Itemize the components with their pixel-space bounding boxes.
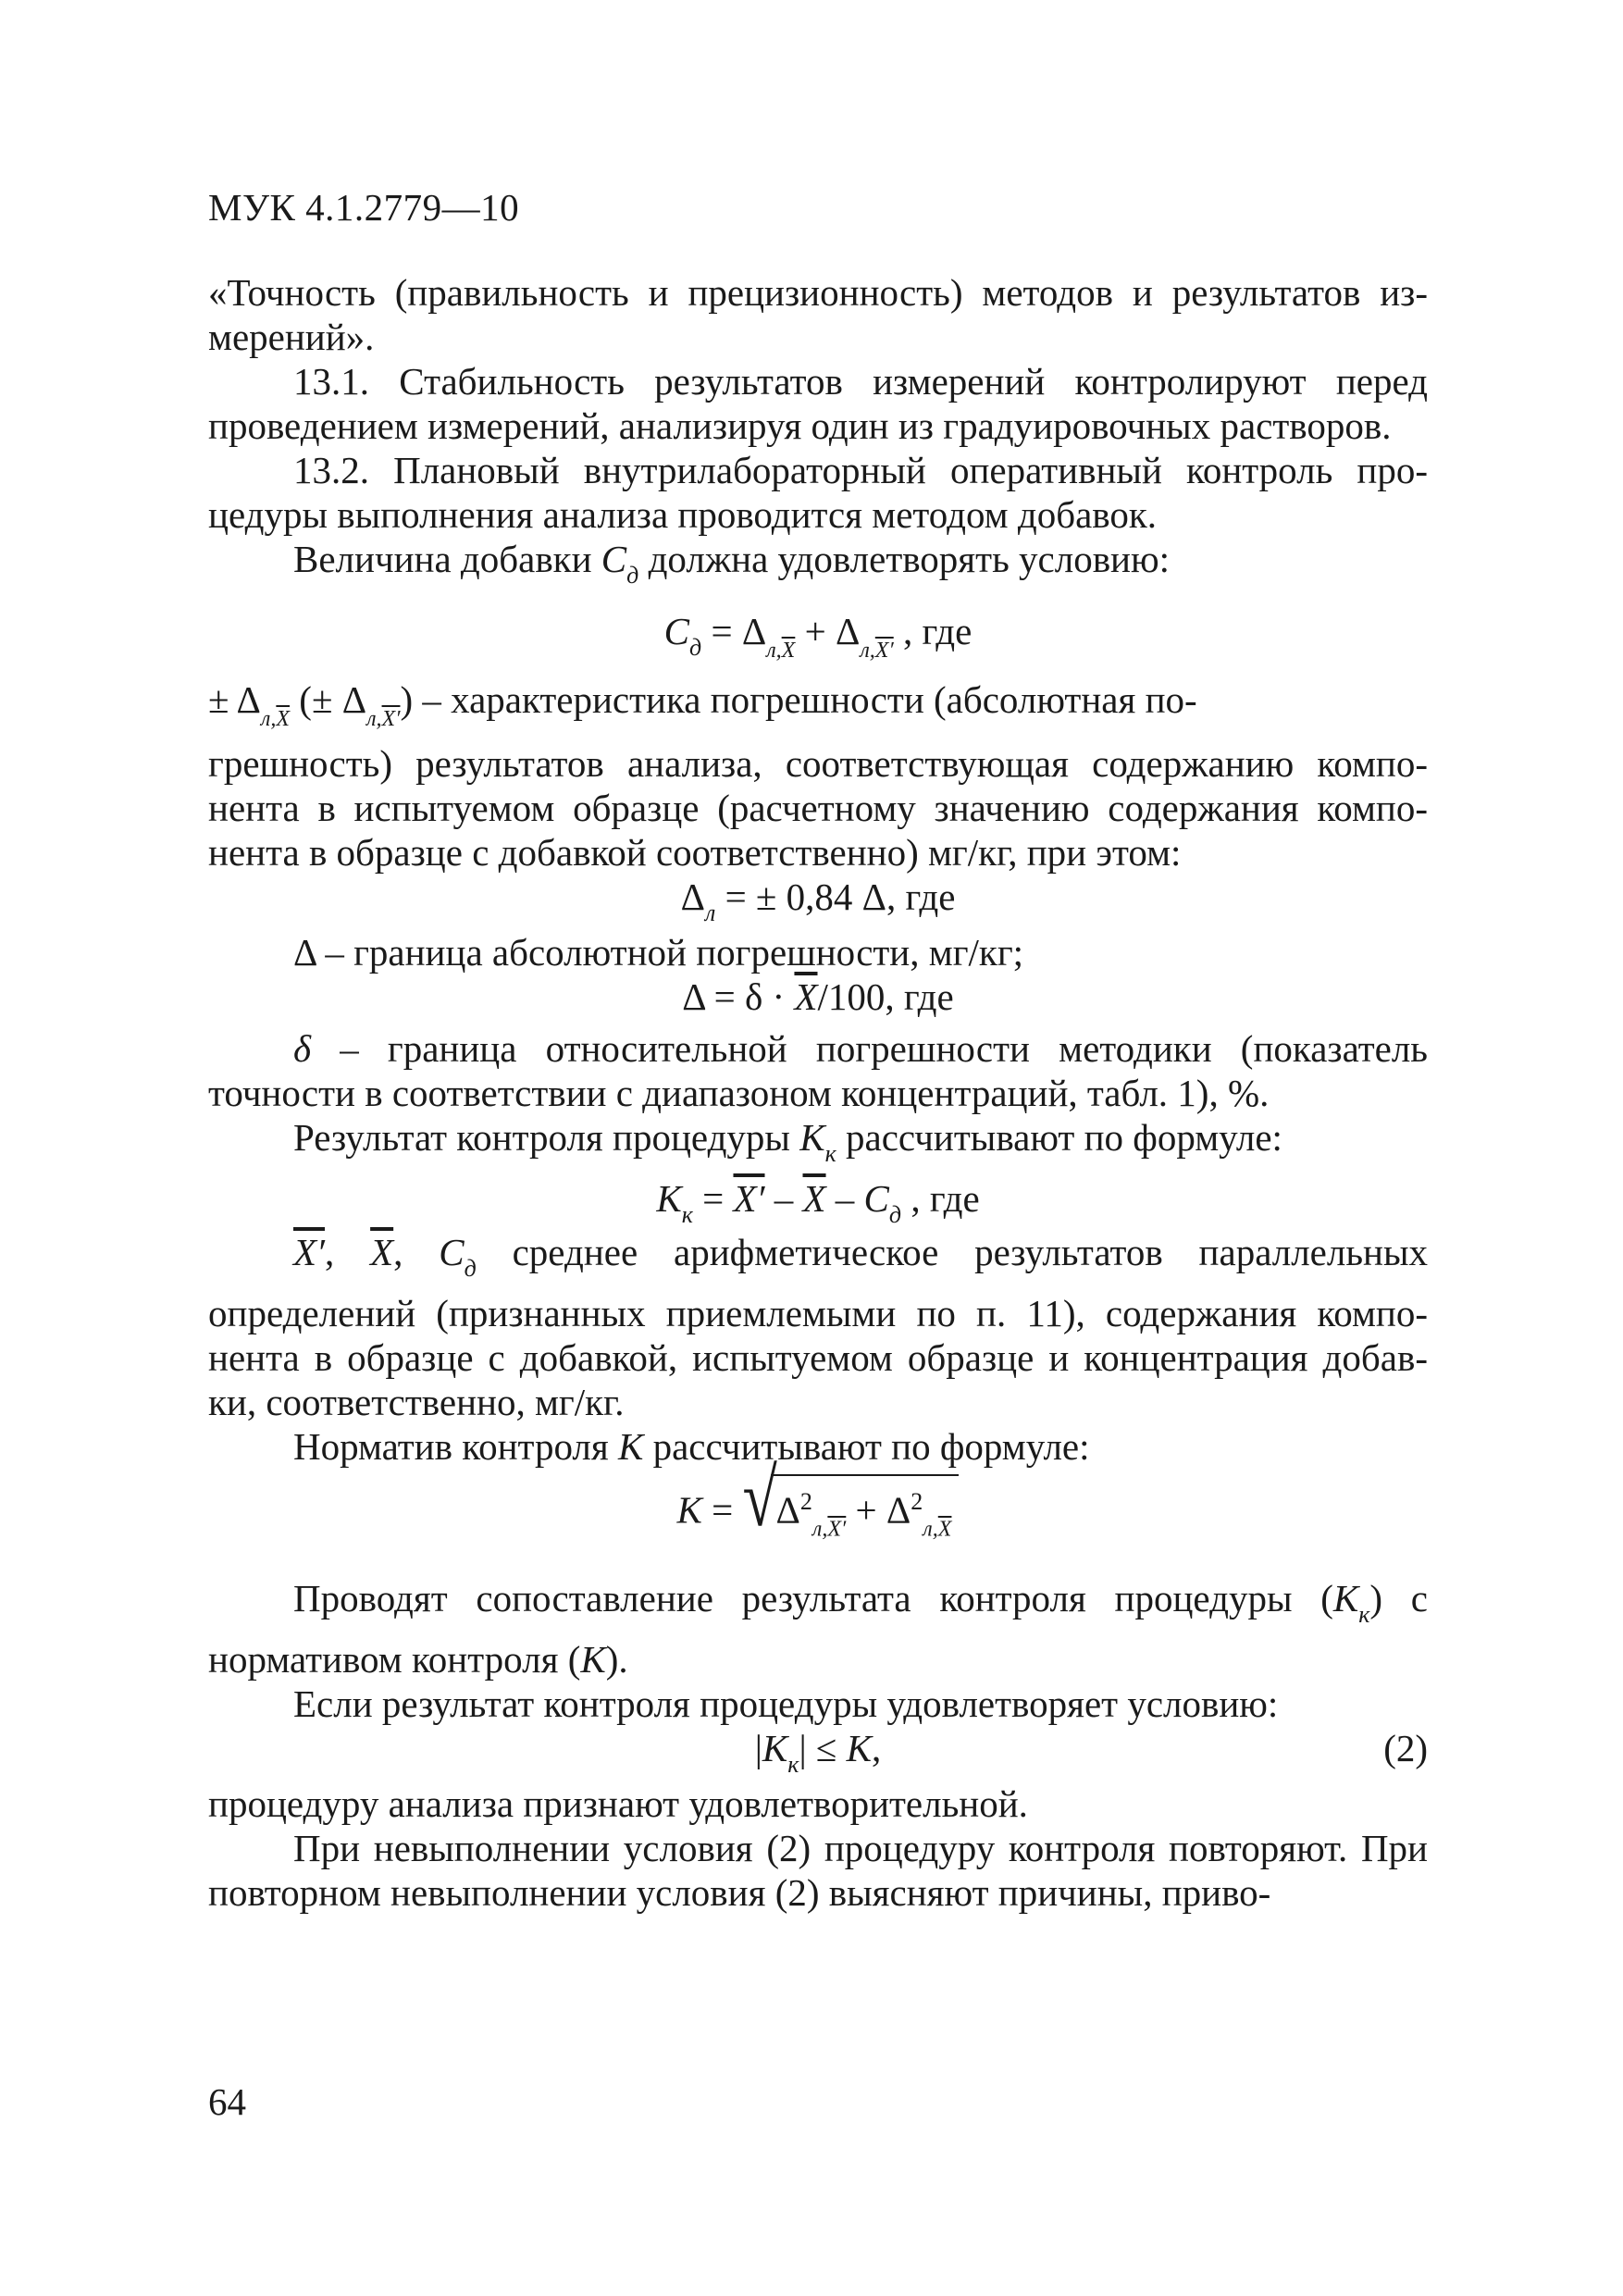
paragraph-comparison: Проводят сопоставление результата контроля процедуры $(K_к)$ с нормативом контроля (K). bbox=[208, 1577, 1428, 1681]
paragraph-additive-value: Величина добавки $C_д$ должна удовлетворять условию: bbox=[293, 538, 1171, 589]
formula-delta-l: $\Delta_л$ = ± 0,84 Δ, где bbox=[680, 875, 956, 926]
formula-k-norm: K = √ $\Delta^2_{л,X'} + \Delta^2_{л,\overline{X}}$ bbox=[208, 1469, 1428, 1576]
paragraph-satisfactory: процедуру анализа признают удовлетворительной. bbox=[208, 1782, 1028, 1825]
paragraph-delta-definition: Δ – граница абсолютной погрешности, мг/кг; bbox=[293, 931, 1024, 974]
paragraph-control-norm: Норматив контроля K рассчитывают по формуле: bbox=[293, 1425, 1090, 1468]
paragraph-condition: Если результат контроля процедуры удовлетворяет условию: bbox=[293, 1682, 1279, 1725]
symbol-c: C bbox=[601, 538, 627, 580]
square-root: √ $\Delta^2_{л,X'} + \Delta^2_{л,\overline{X}}$ bbox=[743, 1474, 960, 1552]
formula-delta: $\Delta = \delta \cdot \overline{X}/100$, где bbox=[682, 975, 954, 1018]
paragraph-error-continuation: грешность) результатов анализа, соответствующая содержанию компо-нента в испытуемом образце (расчетному значению содержания компо-нента в образце с добавкой соответственно) мг/кг, при этом: bbox=[208, 742, 1428, 874]
formula-additive: $C_д = \Delta_{л,\overline{X}} + \Delta_{л,X'}$ , где bbox=[663, 610, 973, 663]
formula-kk: $K_к = X' - \overline{X} - C_д$ , где bbox=[656, 1177, 980, 1228]
paragraph-relative-error: δ – граница относительной погрешности методики (показатель точности в соответствии с диапазоном концентраций, табл. 1), %. bbox=[208, 1027, 1428, 1114]
symbol-d-sub: д bbox=[626, 562, 639, 589]
paragraph-repeat: При невыполнении условия (2) процедуру контроля повторяют. При повторном невыполнении условия (2) выясняют причины, приво- bbox=[208, 1827, 1428, 1914]
equation-number: (2) bbox=[1383, 1727, 1428, 1769]
page-number: 64 bbox=[208, 2080, 246, 2123]
radical-sign-icon: √ bbox=[742, 1451, 777, 1544]
paragraph-13-1: 13.1. Стабильность результатов измерений контролируют перед проведением измерений, анализируя один из градуировочных растворов. bbox=[208, 360, 1428, 447]
body-text bbox=[208, 270, 1428, 1915]
paragraph-control-result: Результат контроля процедуры $K_к$ рассчитывают по формуле: bbox=[293, 1116, 1282, 1167]
document-code-header: МУК 4.1.2779—10 bbox=[208, 186, 520, 229]
paragraph-mean-definition: X′, $\overline{X}$, $C_д$ среднее арифметическое результатов параллельных определений (признанных приемлемыми по п. 11), содержания компо-нента в образце с добавкой, испытуемом образце и концентрация добав-ки, соответственно, мг/кг. bbox=[208, 1231, 1429, 1423]
paragraph-error-characteristic: ± $\Delta_{л,\overline{X}}$ (± $\Delta_{л,X'}$) – характеристика погрешности (абсолютная по- bbox=[208, 678, 1197, 731]
paragraph-13-2: 13.2. Плановый внутрилабораторный оперативный контроль про-цедуры выполнения анализа проводится методом добавок. bbox=[208, 449, 1428, 536]
paragraph-intro: «Точность (правильность и прецизионность) методов и результатов из-мерений». bbox=[208, 271, 1428, 358]
equation-2: $|K_к| \le K$, (2) bbox=[754, 1727, 1428, 1778]
